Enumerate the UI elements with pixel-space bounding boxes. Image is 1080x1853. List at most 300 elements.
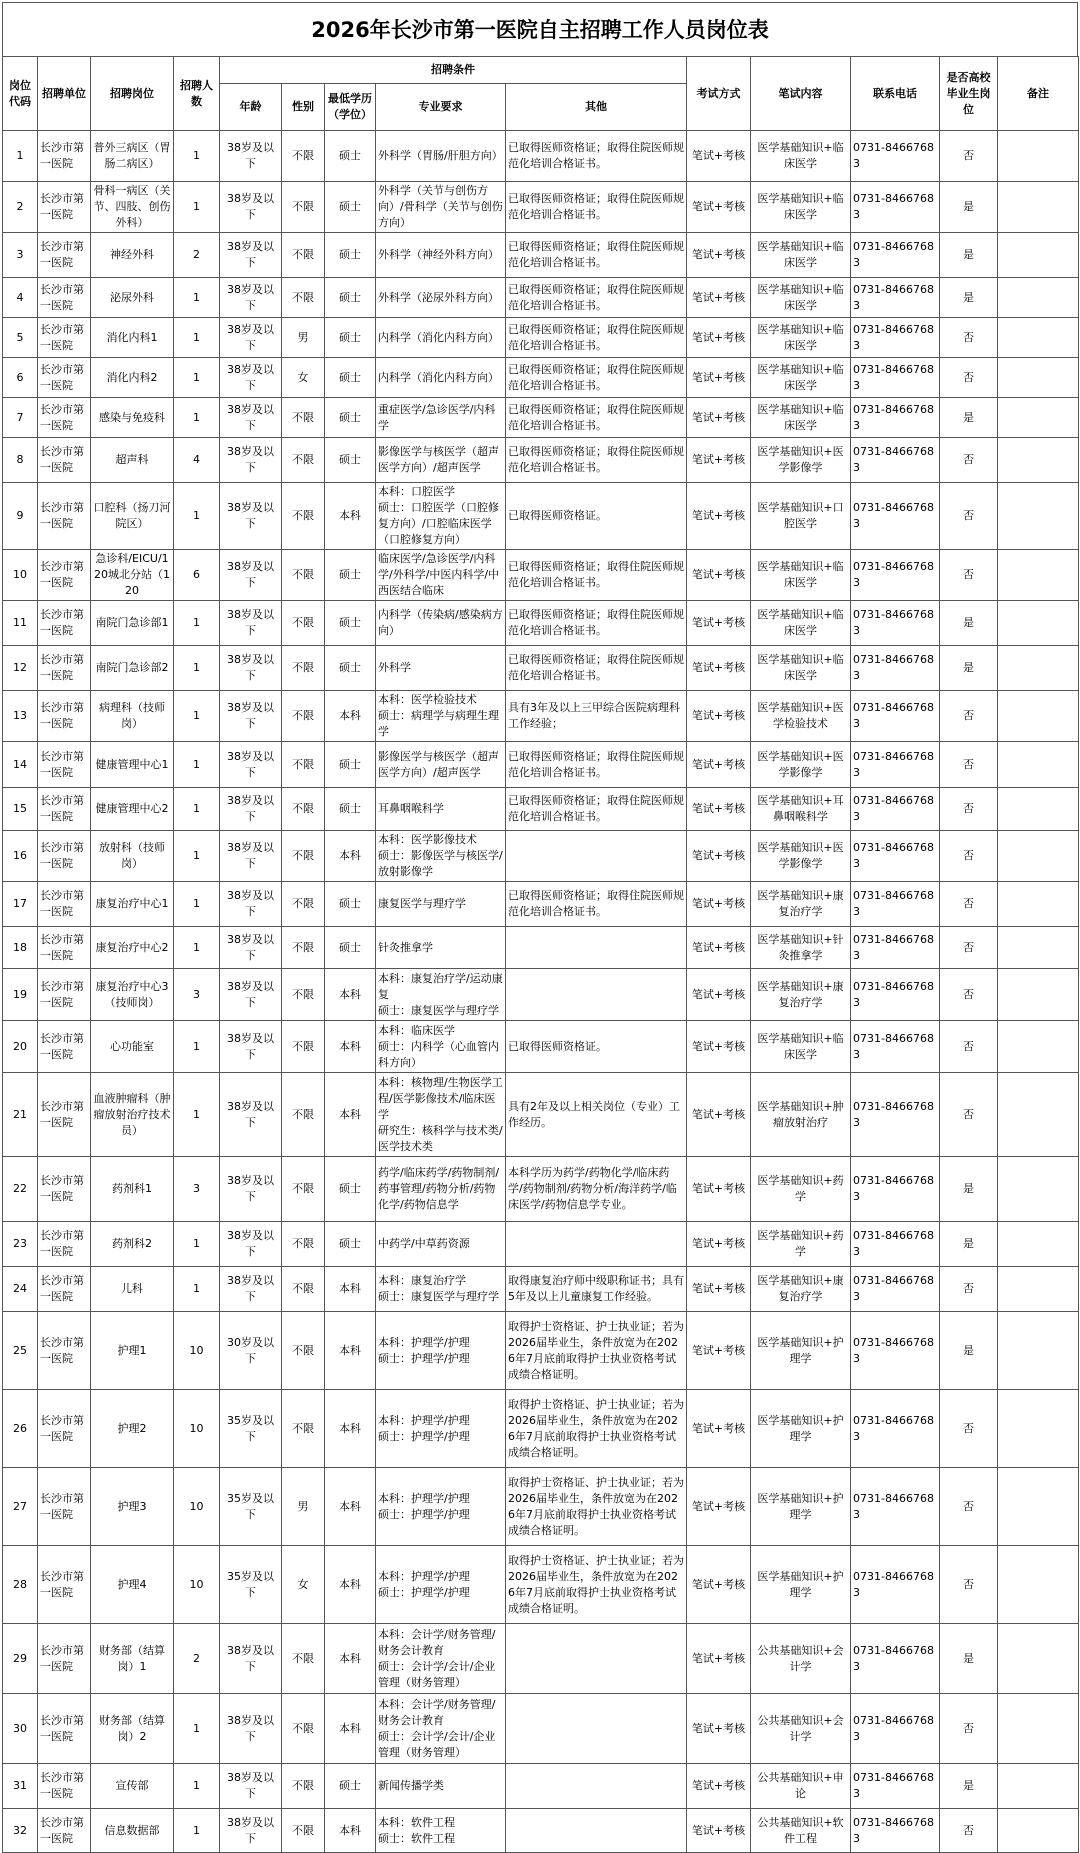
- table-row: [3, 1694, 1079, 1764]
- cell-other: [506, 1624, 687, 1694]
- cell-age: 38岁及以下: [220, 882, 282, 927]
- cell-post: 南院门急诊部2: [91, 646, 174, 691]
- cell-post: 药剂科2: [91, 1222, 174, 1267]
- cell-count: 1: [174, 1694, 220, 1764]
- cell-other: [506, 1764, 687, 1809]
- cell-edu: 硕士: [325, 1764, 376, 1809]
- cell-phone: 0731-84667683: [851, 398, 940, 438]
- cell-exam: 笔试+考核: [687, 1624, 751, 1694]
- cell-code: 1: [3, 131, 38, 182]
- cell-edu: 硕士: [325, 601, 376, 646]
- cell-exam: 笔试+考核: [687, 1390, 751, 1468]
- cell-exam: 笔试+考核: [687, 438, 751, 483]
- cell-code: 13: [3, 691, 38, 742]
- cell-count: 1: [174, 1764, 220, 1809]
- cell-gender: 不限: [282, 1222, 325, 1267]
- cell-post: 超声科: [91, 438, 174, 483]
- cell-other: 具有2年及以上相关岗位（专业）工作经历。: [506, 1073, 687, 1157]
- table-row: [3, 1390, 1079, 1468]
- cell-other: [506, 927, 687, 969]
- cell-post: 儿科: [91, 1267, 174, 1312]
- cell-count: 10: [174, 1390, 220, 1468]
- cell-gender: 不限: [282, 398, 325, 438]
- cell-grad: 否: [940, 1073, 998, 1157]
- cell-content: 医学基础知识+护理学: [751, 1390, 851, 1468]
- cell-code: 11: [3, 601, 38, 646]
- cell-unit: 长沙市第一医院: [38, 1312, 91, 1390]
- cell-content: 医学基础知识+临床医学: [751, 601, 851, 646]
- cell-major: 本科：护理学/护理 硕士：护理学/护理: [376, 1312, 506, 1390]
- cell-content: 公共基础知识+申论: [751, 1764, 851, 1809]
- table-row: [3, 646, 1079, 691]
- cell-age: 38岁及以下: [220, 742, 282, 788]
- cell-age: 38岁及以下: [220, 927, 282, 969]
- cell-phone: 0731-84667683: [851, 1157, 940, 1222]
- cell-exam: 笔试+考核: [687, 318, 751, 358]
- cell-grad: 否: [940, 318, 998, 358]
- cell-unit: 长沙市第一医院: [38, 969, 91, 1021]
- cell-count: 1: [174, 646, 220, 691]
- table-row: [3, 601, 1079, 646]
- cell-exam: 笔试+考核: [687, 742, 751, 788]
- cell-count: 2: [174, 233, 220, 278]
- cell-phone: 0731-84667683: [851, 1222, 940, 1267]
- cell-edu: 硕士: [325, 550, 376, 601]
- cell-content: 公共基础知识+软件工程: [751, 1809, 851, 1853]
- header-exam: 考试方式: [687, 57, 751, 131]
- cell-count: 1: [174, 1021, 220, 1073]
- cell-unit: 长沙市第一医院: [38, 1073, 91, 1157]
- table-row: [3, 831, 1079, 882]
- cell-gender: 不限: [282, 1157, 325, 1222]
- cell-age: 38岁及以下: [220, 131, 282, 182]
- cell-age: 35岁及以下: [220, 1468, 282, 1546]
- cell-note: [998, 927, 1079, 969]
- cell-gender: 不限: [282, 1073, 325, 1157]
- cell-edu: 本科: [325, 1694, 376, 1764]
- cell-major: 本科：口腔医学 硕士：口腔医学（口腔修复方向）/口腔临床医学（口腔修复方向）: [376, 483, 506, 550]
- cell-grad: 否: [940, 1809, 998, 1853]
- cell-major: 内科学（消化内科方向）: [376, 358, 506, 398]
- cell-edu: 硕士: [325, 398, 376, 438]
- cell-exam: 笔试+考核: [687, 1809, 751, 1853]
- header-major: 专业要求: [376, 84, 506, 131]
- cell-gender: 不限: [282, 1809, 325, 1853]
- cell-major: 中药学/中草药资源: [376, 1222, 506, 1267]
- cell-content: 医学基础知识+药学: [751, 1222, 851, 1267]
- cell-post: 财务部（结算岗）1: [91, 1624, 174, 1694]
- cell-count: 1: [174, 788, 220, 831]
- cell-age: 38岁及以下: [220, 969, 282, 1021]
- table-row: [3, 1809, 1079, 1853]
- cell-exam: 笔试+考核: [687, 131, 751, 182]
- cell-other: [506, 1694, 687, 1764]
- cell-code: 4: [3, 278, 38, 318]
- cell-edu: 本科: [325, 1073, 376, 1157]
- cell-phone: 0731-84667683: [851, 927, 940, 969]
- cell-note: [998, 1546, 1079, 1624]
- cell-grad: 否: [940, 742, 998, 788]
- table-row: [3, 1021, 1079, 1073]
- cell-phone: 0731-84667683: [851, 318, 940, 358]
- cell-edu: 硕士: [325, 233, 376, 278]
- cell-count: 3: [174, 969, 220, 1021]
- cell-post: 财务部（结算岗）2: [91, 1694, 174, 1764]
- cell-content: 医学基础知识+临床医学: [751, 1021, 851, 1073]
- cell-post: 护理2: [91, 1390, 174, 1468]
- cell-content: 医学基础知识+临床医学: [751, 131, 851, 182]
- cell-phone: 0731-84667683: [851, 1624, 940, 1694]
- cell-gender: 不限: [282, 550, 325, 601]
- table-row: [3, 318, 1079, 358]
- cell-edu: 硕士: [325, 1157, 376, 1222]
- cell-phone: 0731-84667683: [851, 969, 940, 1021]
- cell-unit: 长沙市第一医院: [38, 1157, 91, 1222]
- cell-note: [998, 318, 1079, 358]
- table-row: [3, 1157, 1079, 1222]
- cell-major: 内科学（传染病/感染病方向）: [376, 601, 506, 646]
- header-age: 年龄: [220, 84, 282, 131]
- cell-note: [998, 969, 1079, 1021]
- cell-gender: 不限: [282, 1312, 325, 1390]
- cell-other: 已取得医师资格证；取得住院医师规范化培训合格证书。: [506, 358, 687, 398]
- cell-other: 已取得医师资格证；取得住院医师规范化培训合格证书。: [506, 550, 687, 601]
- cell-unit: 长沙市第一医院: [38, 1390, 91, 1468]
- cell-major: 药学/临床药学/药物制剂/药事管理/药物分析/药物化学/药物信息学: [376, 1157, 506, 1222]
- table-row: [3, 1073, 1079, 1157]
- cell-edu: 本科: [325, 1624, 376, 1694]
- cell-note: [998, 691, 1079, 742]
- table-row: [3, 1624, 1079, 1694]
- cell-count: 1: [174, 742, 220, 788]
- cell-count: 1: [174, 691, 220, 742]
- cell-note: [998, 1073, 1079, 1157]
- table-row: [3, 691, 1079, 742]
- table-row: [3, 358, 1079, 398]
- cell-note: [998, 788, 1079, 831]
- cell-major: 本科：护理学/护理 硕士：护理学/护理: [376, 1390, 506, 1468]
- cell-code: 25: [3, 1312, 38, 1390]
- cell-exam: 笔试+考核: [687, 1694, 751, 1764]
- cell-edu: 硕士: [325, 1222, 376, 1267]
- cell-major: 重症医学/急诊医学/内科学: [376, 398, 506, 438]
- cell-note: [998, 1468, 1079, 1546]
- cell-content: 医学基础知识+肿瘤放射治疗: [751, 1073, 851, 1157]
- cell-other: 具有3年及以上三甲综合医院病理科工作经验；: [506, 691, 687, 742]
- cell-phone: 0731-84667683: [851, 1312, 940, 1390]
- cell-unit: 长沙市第一医院: [38, 1468, 91, 1546]
- cell-phone: 0731-84667683: [851, 1468, 940, 1546]
- cell-edu: 硕士: [325, 646, 376, 691]
- cell-unit: 长沙市第一医院: [38, 1694, 91, 1764]
- cell-unit: 长沙市第一医院: [38, 1222, 91, 1267]
- cell-age: 38岁及以下: [220, 788, 282, 831]
- cell-count: 10: [174, 1312, 220, 1390]
- table-row: [3, 398, 1079, 438]
- cell-phone: 0731-84667683: [851, 1021, 940, 1073]
- cell-phone: 0731-84667683: [851, 550, 940, 601]
- cell-exam: 笔试+考核: [687, 691, 751, 742]
- cell-grad: 否: [940, 358, 998, 398]
- cell-count: 1: [174, 1222, 220, 1267]
- cell-post: 健康管理中心2: [91, 788, 174, 831]
- table-row: [3, 1546, 1079, 1624]
- cell-code: 15: [3, 788, 38, 831]
- cell-exam: 笔试+考核: [687, 1546, 751, 1624]
- cell-unit: 长沙市第一医院: [38, 691, 91, 742]
- table-row: [3, 969, 1079, 1021]
- cell-post: 普外三病区（胃肠二病区）: [91, 131, 174, 182]
- cell-age: 38岁及以下: [220, 438, 282, 483]
- cell-post: 护理1: [91, 1312, 174, 1390]
- cell-grad: 是: [940, 233, 998, 278]
- cell-gender: 不限: [282, 831, 325, 882]
- table-row: [3, 788, 1079, 831]
- cell-code: 3: [3, 233, 38, 278]
- cell-unit: 长沙市第一医院: [38, 831, 91, 882]
- cell-content: 医学基础知识+临床医学: [751, 182, 851, 233]
- cell-note: [998, 742, 1079, 788]
- job-table: [2, 56, 1079, 1853]
- cell-unit: 长沙市第一医院: [38, 438, 91, 483]
- cell-age: 38岁及以下: [220, 1267, 282, 1312]
- cell-note: [998, 1764, 1079, 1809]
- cell-phone: 0731-84667683: [851, 1809, 940, 1853]
- cell-unit: 长沙市第一医院: [38, 646, 91, 691]
- cell-age: 38岁及以下: [220, 1021, 282, 1073]
- cell-other: 已取得医师资格证；取得住院医师规范化培训合格证书。: [506, 882, 687, 927]
- cell-note: [998, 483, 1079, 550]
- table-row: [3, 1267, 1079, 1312]
- cell-phone: 0731-84667683: [851, 233, 940, 278]
- cell-grad: 否: [940, 131, 998, 182]
- cell-major: 本科：康复治疗学 硕士：康复医学与理疗学: [376, 1267, 506, 1312]
- cell-exam: 笔试+考核: [687, 601, 751, 646]
- cell-edu: 本科: [325, 1021, 376, 1073]
- cell-count: 1: [174, 483, 220, 550]
- header-content: 笔试内容: [751, 57, 851, 131]
- cell-unit: 长沙市第一医院: [38, 131, 91, 182]
- cell-major: 本科：医学影像技术 硕士：影像医学与核医学/放射影像学: [376, 831, 506, 882]
- cell-age: 38岁及以下: [220, 398, 282, 438]
- cell-phone: 0731-84667683: [851, 278, 940, 318]
- cell-count: 1: [174, 278, 220, 318]
- cell-note: [998, 1624, 1079, 1694]
- cell-other: 已取得医师资格证；取得住院医师规范化培训合格证书。: [506, 438, 687, 483]
- cell-grad: 是: [940, 1624, 998, 1694]
- cell-age: 38岁及以下: [220, 646, 282, 691]
- cell-gender: 不限: [282, 969, 325, 1021]
- cell-edu: 本科: [325, 1390, 376, 1468]
- cell-major: 内科学（消化内科方向）: [376, 318, 506, 358]
- cell-unit: 长沙市第一医院: [38, 233, 91, 278]
- cell-gender: 不限: [282, 483, 325, 550]
- cell-major: 影像医学与核医学（超声医学方向）/超声医学: [376, 438, 506, 483]
- cell-grad: 否: [940, 1546, 998, 1624]
- page-title: 2026年长沙市第一医院自主招聘工作人员岗位表: [2, 2, 1078, 56]
- cell-post: 南院门急诊部1: [91, 601, 174, 646]
- cell-code: 19: [3, 969, 38, 1021]
- cell-post: 护理3: [91, 1468, 174, 1546]
- cell-post: 泌尿外科: [91, 278, 174, 318]
- cell-age: 38岁及以下: [220, 233, 282, 278]
- cell-content: 医学基础知识+临床医学: [751, 318, 851, 358]
- cell-gender: 不限: [282, 1624, 325, 1694]
- cell-edu: 本科: [325, 831, 376, 882]
- cell-code: 30: [3, 1694, 38, 1764]
- cell-gender: 不限: [282, 438, 325, 483]
- cell-code: 10: [3, 550, 38, 601]
- cell-grad: 否: [940, 691, 998, 742]
- cell-post: 病理科（技师岗）: [91, 691, 174, 742]
- cell-exam: 笔试+考核: [687, 1764, 751, 1809]
- cell-grad: 否: [940, 831, 998, 882]
- header-conditions: 招聘条件: [220, 57, 687, 84]
- cell-count: 10: [174, 1546, 220, 1624]
- cell-content: 医学基础知识+针灸推拿学: [751, 927, 851, 969]
- cell-count: 1: [174, 882, 220, 927]
- cell-unit: 长沙市第一医院: [38, 1546, 91, 1624]
- cell-gender: 不限: [282, 646, 325, 691]
- cell-unit: 长沙市第一医院: [38, 601, 91, 646]
- cell-other: 已取得医师资格证。: [506, 483, 687, 550]
- cell-content: 医学基础知识+医学影像学: [751, 742, 851, 788]
- cell-code: 5: [3, 318, 38, 358]
- cell-edu: 硕士: [325, 278, 376, 318]
- cell-age: 38岁及以下: [220, 358, 282, 398]
- cell-grad: 否: [940, 550, 998, 601]
- cell-exam: 笔试+考核: [687, 483, 751, 550]
- header-gender: 性别: [282, 84, 325, 131]
- table-row: [3, 483, 1079, 550]
- cell-exam: 笔试+考核: [687, 358, 751, 398]
- cell-gender: 不限: [282, 742, 325, 788]
- cell-grad: 是: [940, 182, 998, 233]
- cell-grad: 否: [940, 1021, 998, 1073]
- cell-age: 38岁及以下: [220, 1809, 282, 1853]
- cell-other: 已取得医师资格证；取得住院医师规范化培训合格证书。: [506, 318, 687, 358]
- table-row: [3, 131, 1079, 182]
- cell-other: 已取得医师资格证；取得住院医师规范化培训合格证书。: [506, 278, 687, 318]
- cell-count: 6: [174, 550, 220, 601]
- cell-gender: 不限: [282, 788, 325, 831]
- cell-note: [998, 358, 1079, 398]
- cell-exam: 笔试+考核: [687, 1222, 751, 1267]
- cell-major: 影像医学与核医学（超声医学方向）/超声医学: [376, 742, 506, 788]
- cell-note: [998, 438, 1079, 483]
- cell-content: 医学基础知识+医学检验技术: [751, 691, 851, 742]
- cell-grad: 是: [940, 1312, 998, 1390]
- cell-age: 38岁及以下: [220, 483, 282, 550]
- cell-unit: 长沙市第一医院: [38, 550, 91, 601]
- cell-age: 35岁及以下: [220, 1546, 282, 1624]
- cell-major: 外科学（胃肠/肝胆方向）: [376, 131, 506, 182]
- cell-code: 22: [3, 1157, 38, 1222]
- cell-other: 取得护士资格证、护士执业证；若为2026届毕业生，条件放宽为在2026年7月底前取得护士执业资格考试成绩合格证明。: [506, 1546, 687, 1624]
- cell-count: 1: [174, 1809, 220, 1853]
- cell-gender: 不限: [282, 1021, 325, 1073]
- cell-gender: 女: [282, 1546, 325, 1624]
- cell-unit: 长沙市第一医院: [38, 278, 91, 318]
- cell-count: 1: [174, 601, 220, 646]
- cell-unit: 长沙市第一医院: [38, 1624, 91, 1694]
- cell-other: 取得护士资格证、护士执业证；若为2026届毕业生，条件放宽为在2026年7月底前取得护士执业资格考试成绩合格证明。: [506, 1390, 687, 1468]
- cell-gender: 不限: [282, 1267, 325, 1312]
- cell-note: [998, 398, 1079, 438]
- cell-count: 1: [174, 831, 220, 882]
- cell-age: 30岁及以下: [220, 1312, 282, 1390]
- cell-grad: 否: [940, 927, 998, 969]
- cell-note: [998, 233, 1079, 278]
- cell-code: 32: [3, 1809, 38, 1853]
- cell-unit: 长沙市第一医院: [38, 318, 91, 358]
- cell-content: 医学基础知识+护理学: [751, 1468, 851, 1546]
- cell-phone: 0731-84667683: [851, 601, 940, 646]
- header-phone: 联系电话: [851, 57, 940, 131]
- cell-age: 38岁及以下: [220, 831, 282, 882]
- cell-exam: 笔试+考核: [687, 831, 751, 882]
- cell-edu: 硕士: [325, 318, 376, 358]
- cell-code: 23: [3, 1222, 38, 1267]
- cell-phone: 0731-84667683: [851, 358, 940, 398]
- cell-edu: 本科: [325, 969, 376, 1021]
- cell-content: 医学基础知识+护理学: [751, 1546, 851, 1624]
- cell-grad: 是: [940, 601, 998, 646]
- cell-age: 38岁及以下: [220, 1157, 282, 1222]
- cell-other: 已取得医师资格证；取得住院医师规范化培训合格证书。: [506, 398, 687, 438]
- cell-code: 2: [3, 182, 38, 233]
- cell-edu: 本科: [325, 1546, 376, 1624]
- cell-age: 38岁及以下: [220, 1073, 282, 1157]
- cell-other: 本科学历为药学/药物化学/临床药学/药物制剂/药物分析/海洋药学/临床医学/药物信息学专业。: [506, 1157, 687, 1222]
- cell-unit: 长沙市第一医院: [38, 358, 91, 398]
- cell-code: 26: [3, 1390, 38, 1468]
- cell-post: 急诊科/EICU/120城北分站（120: [91, 550, 174, 601]
- cell-count: 2: [174, 1624, 220, 1694]
- cell-major: 本科：医学检验技术 硕士：病理学与病理生理学: [376, 691, 506, 742]
- cell-phone: 0731-84667683: [851, 831, 940, 882]
- cell-post: 康复治疗中心2: [91, 927, 174, 969]
- table-body: [3, 131, 1079, 1853]
- cell-content: 医学基础知识+康复治疗学: [751, 1267, 851, 1312]
- cell-count: 10: [174, 1468, 220, 1546]
- cell-post: 信息数据部: [91, 1809, 174, 1853]
- cell-unit: 长沙市第一医院: [38, 1267, 91, 1312]
- cell-major: 本科：康复治疗学/运动康复 硕士：康复医学与理疗学: [376, 969, 506, 1021]
- cell-other: 已取得医师资格证。: [506, 1021, 687, 1073]
- cell-unit: 长沙市第一医院: [38, 398, 91, 438]
- cell-note: [998, 1157, 1079, 1222]
- cell-exam: 笔试+考核: [687, 969, 751, 1021]
- table-row: [3, 1312, 1079, 1390]
- cell-unit: 长沙市第一医院: [38, 182, 91, 233]
- cell-gender: 不限: [282, 691, 325, 742]
- cell-phone: 0731-84667683: [851, 1546, 940, 1624]
- cell-gender: 不限: [282, 1694, 325, 1764]
- table-row: [3, 438, 1079, 483]
- cell-major: 本科：会计学/财务管理/财务会计教育 硕士：会计学/会计/企业管理（财务管理）: [376, 1694, 506, 1764]
- table-row: [3, 233, 1079, 278]
- cell-age: 38岁及以下: [220, 1764, 282, 1809]
- cell-other: 已取得医师资格证；取得住院医师规范化培训合格证书。: [506, 788, 687, 831]
- header-other: 其他: [506, 84, 687, 131]
- cell-exam: 笔试+考核: [687, 882, 751, 927]
- table-row: [3, 182, 1079, 233]
- cell-code: 17: [3, 882, 38, 927]
- cell-unit: 长沙市第一医院: [38, 483, 91, 550]
- cell-grad: 否: [940, 882, 998, 927]
- cell-gender: 不限: [282, 882, 325, 927]
